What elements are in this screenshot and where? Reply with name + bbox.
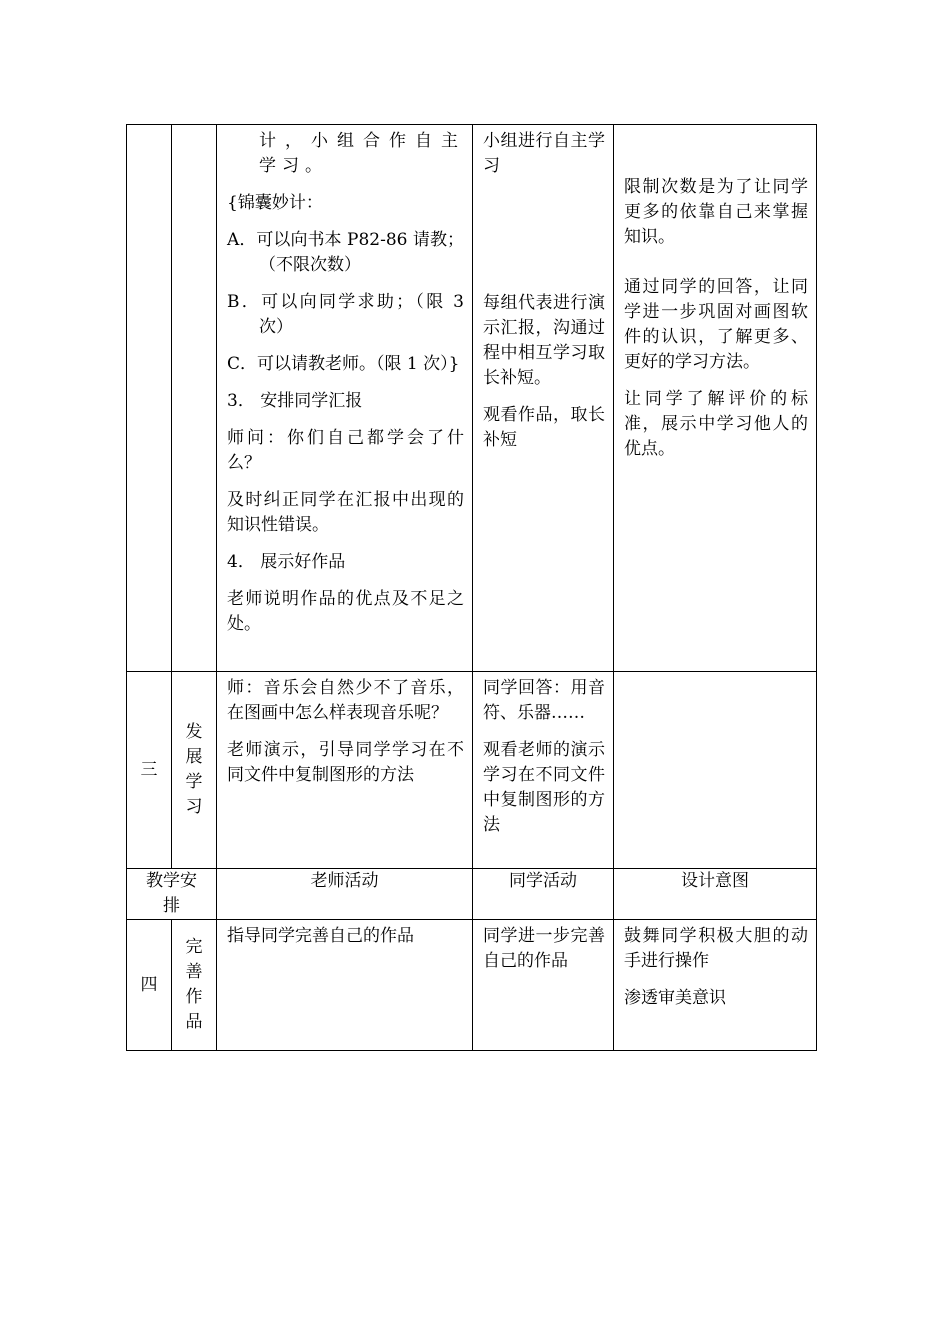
table-header-row (127, 869, 817, 920)
stage-cell (172, 672, 217, 869)
intent-text: 让同学了解评价的标准，展示中学习他人的优点。 (624, 389, 808, 459)
student-text: 小组进行自主学习 (483, 131, 605, 176)
design-intent-cell (614, 672, 817, 869)
header-teacher-activity: 老师活动 (217, 869, 473, 920)
intent-text: 鼓舞同学积极大胆的动手进行操作 (624, 926, 808, 971)
step-number-cell (127, 672, 172, 869)
teacher-text: 师问：你们自己都学会了什么？ (227, 428, 464, 473)
table-row (127, 672, 817, 869)
teacher-text: 计，小组合作自主学习。 (259, 131, 464, 176)
teacher-text: A．可以向书本 P82-86 请教；（不限次数） (227, 230, 464, 275)
step-number: 三 (140, 759, 158, 780)
teacher-text: 老师说明作品的优点及不足之处。 (227, 589, 464, 634)
student-text: 同学回答：用音符、乐器…… (483, 678, 605, 723)
lesson-plan-table (126, 124, 817, 1051)
teacher-text: 师：音乐会自然少不了音乐，在图画中怎么样表现音乐呢？ (227, 678, 464, 723)
student-activity-cell (473, 672, 614, 869)
intent-text: 渗透审美意识 (624, 988, 726, 1008)
teacher-text: B．可以向同学求助；（限 3 次） (227, 292, 464, 337)
teacher-text: {锦囊妙计： (227, 193, 323, 213)
step-number-cell (127, 920, 172, 1051)
step-number-cell (127, 125, 172, 672)
stage-cell (172, 125, 217, 672)
student-text: 观看作品，取长补短 (483, 405, 605, 450)
teacher-activity-cell (217, 672, 473, 869)
stage-cell (172, 920, 217, 1051)
student-text: 观看老师的演示学习在不同文件中复制图形的方法 (483, 740, 605, 835)
student-text: 同学进一步完善自己的作品 (483, 926, 605, 971)
header-design-intent: 设计意图 (614, 869, 817, 920)
teacher-text: C．可以请教老师。（限 1 次）} (227, 354, 460, 374)
student-text: 每组代表进行演示汇报，沟通过程中相互学习取长补短。 (483, 293, 605, 388)
teacher-activity-cell (217, 920, 473, 1051)
teacher-activity-cell (217, 125, 473, 672)
table-row (127, 920, 817, 1051)
stage-label: 发展学习 (185, 722, 203, 817)
intent-text: 通过同学的回答，让同学进一步巩固对画图软件的认识，了解更多、更好的学习方法。 (624, 277, 808, 372)
table-row (127, 125, 817, 672)
design-intent-cell (614, 125, 817, 672)
student-activity-cell (473, 125, 614, 672)
header-arrangement: 教学安排 (127, 869, 217, 920)
teacher-text: 及时纠正同学在汇报中出现的知识性错误。 (227, 490, 464, 535)
design-intent-cell (614, 920, 817, 1051)
teacher-text: 3． 安排同学汇报 (227, 391, 363, 411)
teacher-text: 4． 展示好作品 (227, 552, 346, 572)
student-activity-cell (473, 920, 614, 1051)
teacher-text: 老师演示，引导同学学习在不同文件中复制图形的方法 (227, 740, 464, 785)
stage-label: 完善作品 (185, 937, 203, 1032)
step-number: 四 (140, 974, 158, 995)
header-student-activity: 同学活动 (473, 869, 614, 920)
teacher-text: 指导同学完善自己的作品 (227, 926, 414, 946)
intent-text: 限制次数是为了让同学更多的依靠自己来掌握知识。 (624, 177, 808, 247)
